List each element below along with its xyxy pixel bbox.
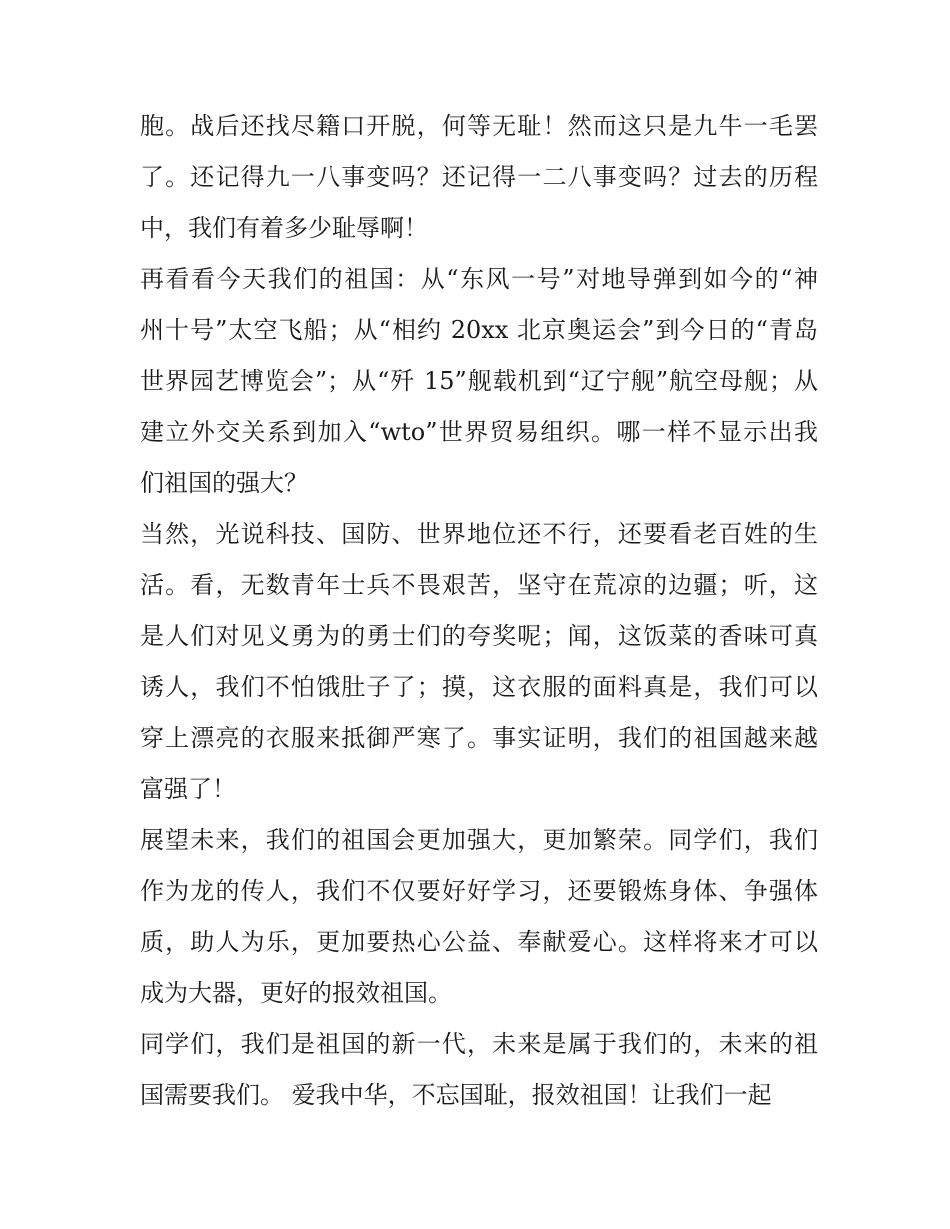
text-line: 建立外交关系到加入“wto”世界贸易组织。哪一样不显示出我 <box>140 418 818 446</box>
text-line: 成为大器，更好的报效祖国。 <box>140 979 452 1007</box>
text-line: 质，助人为乐，更加要热心公益、奉献爱心。这样将来才可以 <box>140 928 818 956</box>
paragraph-3 <box>140 509 818 815</box>
text-line: 作为龙的传人，我们不仅要好好学习，还要锻炼身体、争强体 <box>140 877 818 905</box>
text-line: 活。看，无数青年士兵不畏艰苦，坚守在荒凉的边疆；听，这 <box>140 571 818 599</box>
text-line: 国需要我们。 爱我中华，不忘国耻，报效祖国！让我们一起 <box>140 1081 772 1109</box>
text-line: 当然，光说科技、国防、世界地位还不行，还要看老百姓的生 <box>140 520 818 548</box>
text-line: 富强了！ <box>140 775 236 803</box>
text-line: 世界园艺博览会”；从“歼 15”舰载机到“辽宁舰”航空母舰；从 <box>140 367 818 395</box>
text-line: 穿上漂亮的衣服来抵御严寒了。事实证明，我们的祖国越来越 <box>140 724 818 752</box>
text-line: 中，我们有着多少耻辱啊！ <box>140 214 428 242</box>
paragraph-4 <box>140 815 818 1019</box>
text-line: 胞。战后还找尽籍口开脱，何等无耻！然而这只是九牛一毛罢 <box>140 112 818 140</box>
text-line: 同学们，我们是祖国的新一代，未来是属于我们的，未来的祖 <box>140 1030 818 1058</box>
text-line: 诱人，我们不怕饿肚子了；摸，这衣服的面料真是，我们可以 <box>140 673 818 701</box>
paragraph-5 <box>140 1019 818 1121</box>
text-line: 们祖国的强大？ <box>140 469 308 497</box>
text-line: 再看看今天我们的祖国：从“东风一号”对地导弹到如今的“神 <box>140 265 818 293</box>
text-line: 展望未来，我们的祖国会更加强大，更加繁荣。同学们，我们 <box>140 826 818 854</box>
paragraph-1 <box>140 101 818 254</box>
paragraph-2 <box>140 254 818 509</box>
document-body <box>140 101 818 1121</box>
text-line: 了。还记得九一八事变吗？还记得一二八事变吗？过去的历程 <box>140 163 818 191</box>
text-line: 是人们对见义勇为的勇士们的夸奖呢；闻，这饭菜的香味可真 <box>140 622 818 650</box>
text-line: 州十号”太空飞船；从“相约 20xx 北京奥运会”到今日的“青岛 <box>140 316 818 344</box>
